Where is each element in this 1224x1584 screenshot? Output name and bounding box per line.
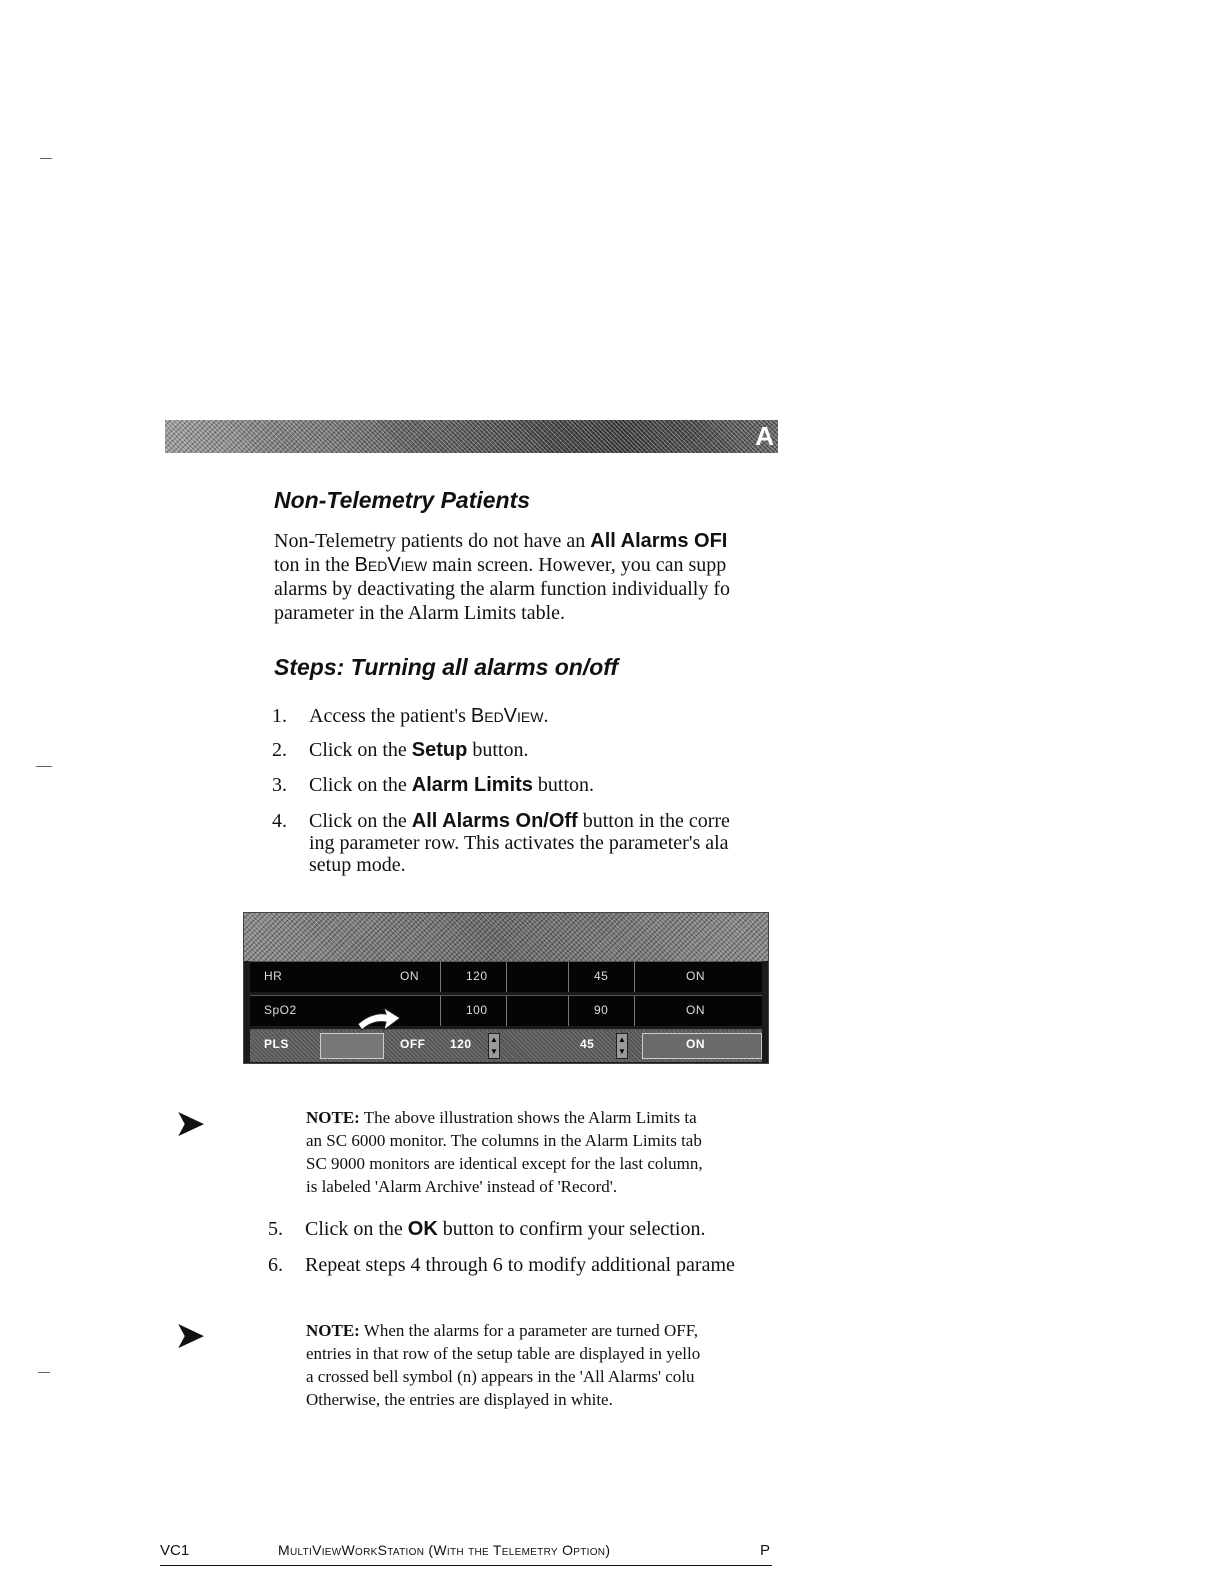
note-label: NOTE: <box>306 1321 360 1340</box>
step-number: 2. <box>272 739 287 761</box>
margin-tick <box>38 1372 50 1373</box>
footer-left: VC1 <box>160 1542 190 1559</box>
footer-title: MultiViewWorkStation (With the Telemetry Option) <box>278 1542 611 1558</box>
step-6 <box>268 1254 774 1278</box>
steps-heading: Steps: Turning all alarms on/off <box>274 654 619 680</box>
low-limit[interactable]: 45 <box>580 1037 595 1051</box>
text: main screen. However, you can supp <box>427 554 727 576</box>
record-button[interactable]: ON <box>686 969 705 983</box>
low-limit[interactable]: 45 <box>594 969 609 983</box>
bedview-term: BedView <box>470 705 544 727</box>
high-limit[interactable]: 100 <box>466 1003 488 1017</box>
text: ing parameter row. This activates the parameter's ala <box>309 832 729 854</box>
note-label: NOTE: <box>306 1108 360 1127</box>
note-arrow-icon: ➤ <box>174 1101 206 1145</box>
text: Click on the <box>305 1218 408 1240</box>
step-4 <box>272 810 778 882</box>
all-alarms-button[interactable]: OFF <box>400 1037 426 1051</box>
record-button[interactable]: ON <box>686 1003 705 1017</box>
text: button. <box>467 739 529 761</box>
bedview-term: BedView <box>354 554 428 576</box>
table-header <box>244 913 768 961</box>
text: entries in that row of the setup table are displayed in yello <box>306 1344 701 1363</box>
high-spinner[interactable]: ▲ ▼ <box>488 1033 500 1059</box>
all-alarms-button[interactable]: ON <box>400 969 419 983</box>
margin-tick <box>36 766 52 767</box>
bold-term: All Alarms OFI <box>590 530 728 552</box>
text: Otherwise, the entries are displayed in white. <box>306 1390 613 1409</box>
alarm-limits-screenshot <box>243 912 769 1064</box>
high-limit[interactable]: 120 <box>450 1037 472 1051</box>
param-name: PLS <box>264 1037 289 1051</box>
text: The above illustration shows the Alarm Limits ta <box>359 1108 697 1127</box>
bold-term: OK <box>407 1218 438 1240</box>
bold-term: Alarm Limits <box>411 774 533 796</box>
low-spinner[interactable]: ▲ ▼ <box>616 1033 628 1059</box>
text: Click on the <box>309 774 412 796</box>
text: button to confirm your selection. <box>437 1218 706 1240</box>
bold-term: Setup <box>411 739 468 761</box>
text: Access the patient's <box>309 705 471 727</box>
step-number: 1. <box>272 705 287 727</box>
param-name: HR <box>264 969 283 983</box>
step-3 <box>272 774 778 798</box>
step-number: 6. <box>268 1254 283 1276</box>
text: Non-Telemetry patients do not have an <box>274 530 591 552</box>
table-row-hr <box>250 961 762 992</box>
section-banner <box>165 420 778 453</box>
pointer-arrow-icon <box>356 1004 402 1034</box>
text: is labeled 'Alarm Archive' instead of 'Record'. <box>306 1177 618 1196</box>
note-arrow-icon: ➤ <box>174 1313 206 1357</box>
step-number: 3. <box>272 774 287 796</box>
margin-tick <box>40 158 52 159</box>
text: a crossed bell symbol (n) appears in the 'All Alarms' colu <box>306 1367 695 1386</box>
note-1 <box>306 1106 778 1198</box>
footer-rule <box>160 1565 772 1566</box>
text: Click on the <box>309 739 412 761</box>
section-title: Non-Telemetry Patients <box>274 487 531 513</box>
high-limit[interactable]: 120 <box>466 969 488 983</box>
text: ton in the <box>274 554 355 576</box>
text: an SC 6000 monitor. The columns in the Alarm Limits tab <box>306 1131 702 1150</box>
text: Click on the <box>309 810 412 832</box>
note-2 <box>306 1319 778 1411</box>
intro-paragraph <box>274 529 778 625</box>
text: button. <box>532 774 595 796</box>
param-name: SpO2 <box>264 1003 297 1017</box>
text: SC 9000 monitors are identical except for the last column, <box>306 1154 703 1173</box>
step-2 <box>272 739 778 763</box>
low-limit[interactable]: 90 <box>594 1003 609 1017</box>
text: parameter in the Alarm Limits table. <box>274 602 566 624</box>
text: . <box>543 705 549 727</box>
step-number: 5. <box>268 1218 283 1240</box>
table-row-spo2 <box>250 995 762 1026</box>
footer-page: P <box>760 1542 771 1559</box>
table-row-pls-selected <box>250 1029 762 1062</box>
text: button in the corre <box>577 810 730 832</box>
step-1 <box>272 705 778 729</box>
alarm-toggle-button[interactable] <box>320 1033 384 1059</box>
record-button[interactable]: ON <box>686 1037 705 1051</box>
step-5 <box>268 1218 774 1242</box>
text: alarms by deactivating the alarm function individually fo <box>274 578 730 600</box>
bold-term: All Alarms On/Off <box>411 810 578 832</box>
step-number: 4. <box>272 810 287 832</box>
text: Repeat steps 4 through 6 to modify additional parame <box>305 1254 735 1276</box>
banner-letter: A <box>755 421 774 451</box>
text: setup mode. <box>309 854 406 876</box>
text: When the alarms for a parameter are turned OFF, <box>359 1321 699 1340</box>
